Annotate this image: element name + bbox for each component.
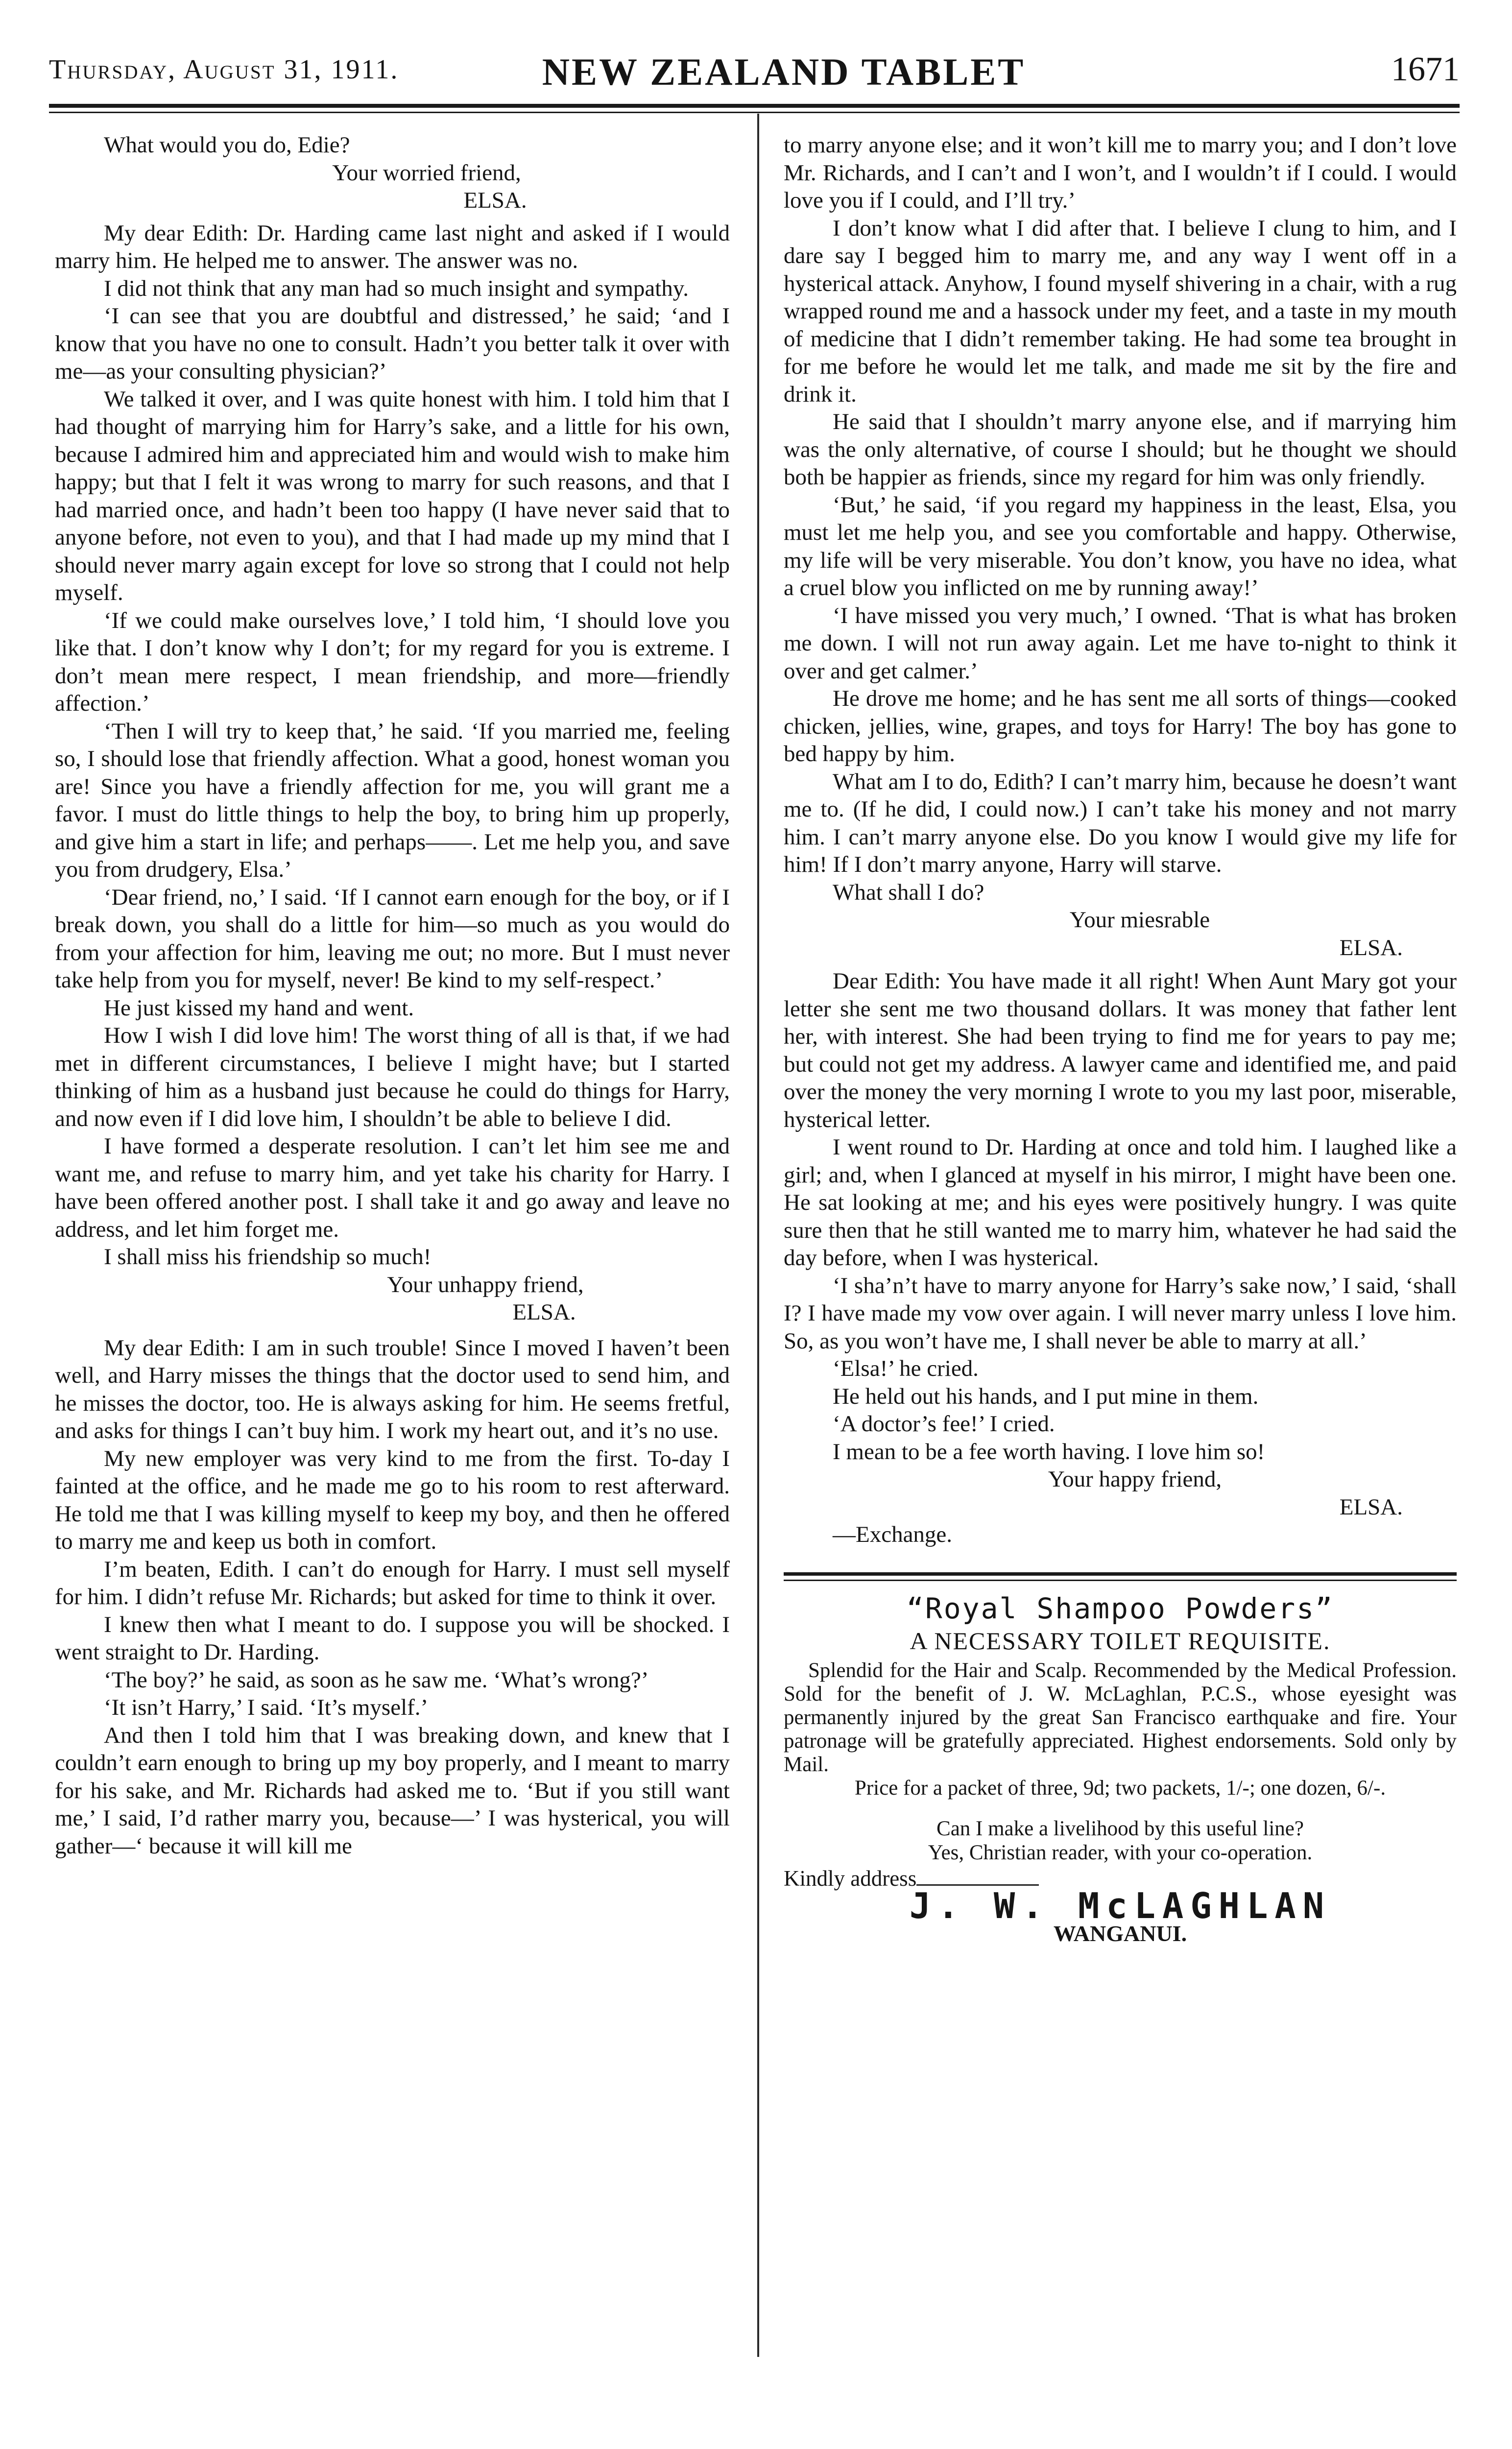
paragraph: He just kissed my hand and went.	[104, 995, 414, 1021]
paragraph: How I wish I did love him! The worst thing of all is that, if we had met in different circumstances, I believe I might have; but I started thinking of him as a husband just because he could do things for Harry, and now even if I did love him, I shouldn’t be able to believe I did.	[55, 1023, 730, 1131]
issue-date: Thursday, August 31, 1911.	[49, 54, 399, 85]
letter-signature: ELSA.	[463, 188, 527, 213]
paragraph: ‘I sha’n’t have to marry anyone for Harry’s sake now,’ I said, ‘shall I? I have made my vow over again. I will never marry unless I love him. So, as you won’t have me, I shall never be able to marry at all.’	[784, 1273, 1457, 1354]
page-header	[49, 50, 1460, 103]
paragraph: And then I told him that I was breaking down, and knew that I couldn’t earn enough to bring up my boy properly, and I meant to marry for his sake, and Mr. Richards had asked me to. ‘But if you still want me,’ I said, I’d rather marry you, because—’ I was hysterical, you will gather—‘ because it will kill me	[55, 1722, 730, 1859]
right-column	[784, 131, 1457, 1947]
advertisement	[784, 1591, 1457, 1948]
left-column	[55, 131, 730, 1860]
paragraph: My new employer was very kind to me from the first. To-day I fainted at the office, and he made me go to his room to rest afterward. He told me that I was killing myself to keep my boy, and then he offered to marry me and keep us both in comfort.	[55, 1445, 730, 1554]
paragraph: ‘It isn’t Harry,’ I said. ‘It’s myself.’	[104, 1695, 429, 1720]
letter-signature: ELSA.	[1339, 1494, 1403, 1520]
column-divider	[757, 114, 759, 2357]
paragraph: I’m beaten, Edith. I can’t do enough for Harry. I must sell myself for him. I didn’t refuse Mr. Richards; but asked for time to think it over.	[55, 1556, 730, 1609]
paragraph: ‘If we could make ourselves love,’ I told him, ‘I should love you like that. I don’t know why I don’t; for my regard for you is extreme. I don’t mean mere respect, I mean friendship, and more—friendly affection.’	[55, 607, 730, 716]
paragraph: I have formed a desperate resolution. I can’t let him see me and want me, and refuse to marry him, and yet take his charity for Harry. I have been offered another post. I shall take it and go away and leave no address, and let him forget me.	[55, 1133, 730, 1242]
ad-price: Price for a packet of three, 9d; two packets, 1/-; one dozen, 6/-.	[854, 1776, 1386, 1800]
ad-body: Splendid for the Hair and Scalp. Recommended by the Medical Profession. Sold for the benefit of J. W. McLaghlan, P.C.S., whose eyesight was permanently injured by the great San Francisco earthquake and fire. Your patronage will be gratefully appreciated. Highest endorsements. Sold only by Mail.	[784, 1658, 1457, 1776]
paragraph: ‘Elsa!’ he cried.	[833, 1356, 979, 1381]
letter-signature: ELSA.	[1339, 935, 1403, 960]
header-rule-thin	[49, 112, 1460, 113]
paragraph: ‘Then I will try to keep that,’ he said. ‘If you married me, feeling so, I should lose that friendly affection. What a good, honest woman you are! Since you have a friendly affection for me, you will grant me a favor. I must do little things to help the boy, to bring him up properly, and give him a start in life; and perhaps——. Let me help you, and save you from drudgery, Elsa.’	[55, 718, 730, 882]
letter-closing-question: What would you do, Edie?	[104, 132, 350, 158]
paragraph: ‘I have missed you very much,’ I owned. ‘That is what has broken me down. I will not run away again. Let me have to-night to think it over and get calmer.’	[784, 602, 1457, 684]
paragraph: He held out his hands, and I put mine in them.	[833, 1383, 1259, 1409]
paragraph: ‘The boy?’ he said, as soon as he saw me. ‘What’s wrong?’	[104, 1667, 649, 1693]
ad-title: “Royal Shampoo Powders”	[906, 1591, 1334, 1625]
paragraph: ‘I can see that you are doubtful and distressed,’ he said; ‘and I know that you have no one to consult. Hadn’t you better talk it over with me—as your consulting physician?’	[55, 303, 730, 384]
ad-separator-thick	[784, 1572, 1457, 1576]
paragraph: I shall miss his friendship so much!	[104, 1244, 432, 1270]
paragraph: What shall I do?	[833, 879, 984, 905]
ad-advertiser-name: J. W. McLAGHLAN	[909, 1885, 1331, 1926]
paragraph: My dear Edith: I am in such trouble! Since I moved I haven’t been well, and Harry misses the things that the doctor used to send him, and he misses the doctor, too. He is always asking for him. He seems fretful, and asks for things I can’t buy him. I work my heart out, and it’s no use.	[55, 1335, 730, 1443]
letter-signoff: Your unhappy friend,	[387, 1272, 584, 1297]
paragraph: Dear Edith: You have made it all right! When Aunt Mary got your letter she sent me two thousand dollars. It was money that father lent her, with interest. She had been trying to find me for years to pay me; but could not get my address. A lawyer came and identified me, and paid over the money the very morning I wrote to you my last poor, miserable, hysterical letter.	[784, 968, 1457, 1132]
paragraph: He drove me home; and he has sent me all sorts of things—cooked chicken, jellies, wine, grapes, and toys for Harry! The boy has gone to bed happy by him.	[784, 686, 1457, 767]
letter-signoff: Your happy friend,	[1048, 1466, 1222, 1492]
ad-town: WANGANUI.	[1053, 1921, 1187, 1946]
paragraph: He said that I shouldn’t marry anyone else, and if marrying him was the only alternative, of course I should; but he thought we should both be happier as friends, since my regard for him was only friendly.	[784, 409, 1457, 490]
paragraph: I went round to Dr. Harding at once and told him. I laughed like a girl; and, when I glanced at myself in his mirror, I might have been one. He sat looking at me; and his eyes were positively hungry. I was quite sure then that he still wanted me to marry him, whatever he had said the day before, when I was hysterical.	[784, 1134, 1457, 1271]
paragraph: We talked it over, and I was quite honest with him. I told him that I had thought of marrying him for Harry’s sake, and a little for his own, because I admired him and appreciated him and would wish to make him happy; but that I felt it was wrong to marry for such reasons, and that I had married once, and hadn’t been too happy (I have never said that to anyone before, not even to you), and that I had made up my mind that I should never marry again except for love so strong that I could not help myself.	[55, 386, 730, 605]
paragraph: to marry anyone else; and it won’t kill me to marry you; and I don’t love Mr. Richards, and I can’t and I won’t, and I wouldn’t if I could. I would love you if I could, and I’ll try.’	[784, 132, 1457, 213]
letter-signoff: Your worried friend,	[332, 160, 521, 186]
paragraph: I don’t know what I did after that. I believe I clung to him, and I dare say I begged him to marry me, and any way I went off in a hysterical attack. Anyhow, I found myself shivering in a chair, with a rug wrapped round me and a hassock under my feet, and a taste in my mouth of medicine that I didn’t remember taking. He had some tea brought in for me before he would let me talk, and made me sit by the fire and drink it.	[784, 215, 1457, 407]
masthead: NEW ZEALAND TABLET	[542, 50, 1026, 93]
paragraph: I did not think that any man had so much insight and sympathy.	[104, 275, 689, 301]
ad-separator-thin	[784, 1580, 1457, 1581]
paragraph: ‘A doctor’s fee!’ I cried.	[833, 1411, 1055, 1437]
paragraph: ‘But,’ he said, ‘if you regard my happiness in the least, Elsa, you must let me help you, and see you comfortable and happy. Otherwise, my life will be very miserable. You don’t know, you have no idea, what a cruel blow you inflicted on me by running away!’	[784, 492, 1457, 600]
header-rule	[49, 104, 1460, 108]
ad-question: Can I make a livelihood by this useful line?	[936, 1817, 1304, 1840]
ad-subtitle: A NECESSARY TOILET REQUISITE.	[910, 1627, 1331, 1655]
paragraph: ‘Dear friend, no,’ I said. ‘If I cannot earn enough for the boy, or if I break down, you shall do a little for him—so much as you would do from your affection for him, leaving me out; no more. But I must never take help from you for myself, never! Be kind to my self-respect.’	[55, 884, 730, 993]
paragraph: What am I to do, Edith? I can’t marry him, because he doesn’t want me to. (If he did, I could now.) I can’t take his money and not marry him. I can’t marry anyone else. Do you know I would give my life for him! If I don’t marry anyone, Harry will starve.	[784, 768, 1457, 877]
page-number: 1671	[1391, 50, 1460, 88]
letter-signature: ELSA.	[512, 1299, 576, 1325]
ad-address-label-text: Kindly address	[784, 1866, 917, 1891]
paragraph: I mean to be a fee worth having. I love him so!	[833, 1439, 1265, 1465]
letter-signoff: Your miesrable	[1069, 907, 1210, 933]
ad-answer: Yes, Christian reader, with your co-operation.	[928, 1841, 1313, 1864]
paragraph: I knew then what I meant to do. I suppose you will be shocked. I went straight to Dr. Harding.	[55, 1611, 730, 1665]
paragraph: My dear Edith: Dr. Harding came last night and asked if I would marry him. He helped me to answer. The answer was no.	[55, 220, 730, 273]
source-credit: —Exchange.	[833, 1522, 953, 1547]
